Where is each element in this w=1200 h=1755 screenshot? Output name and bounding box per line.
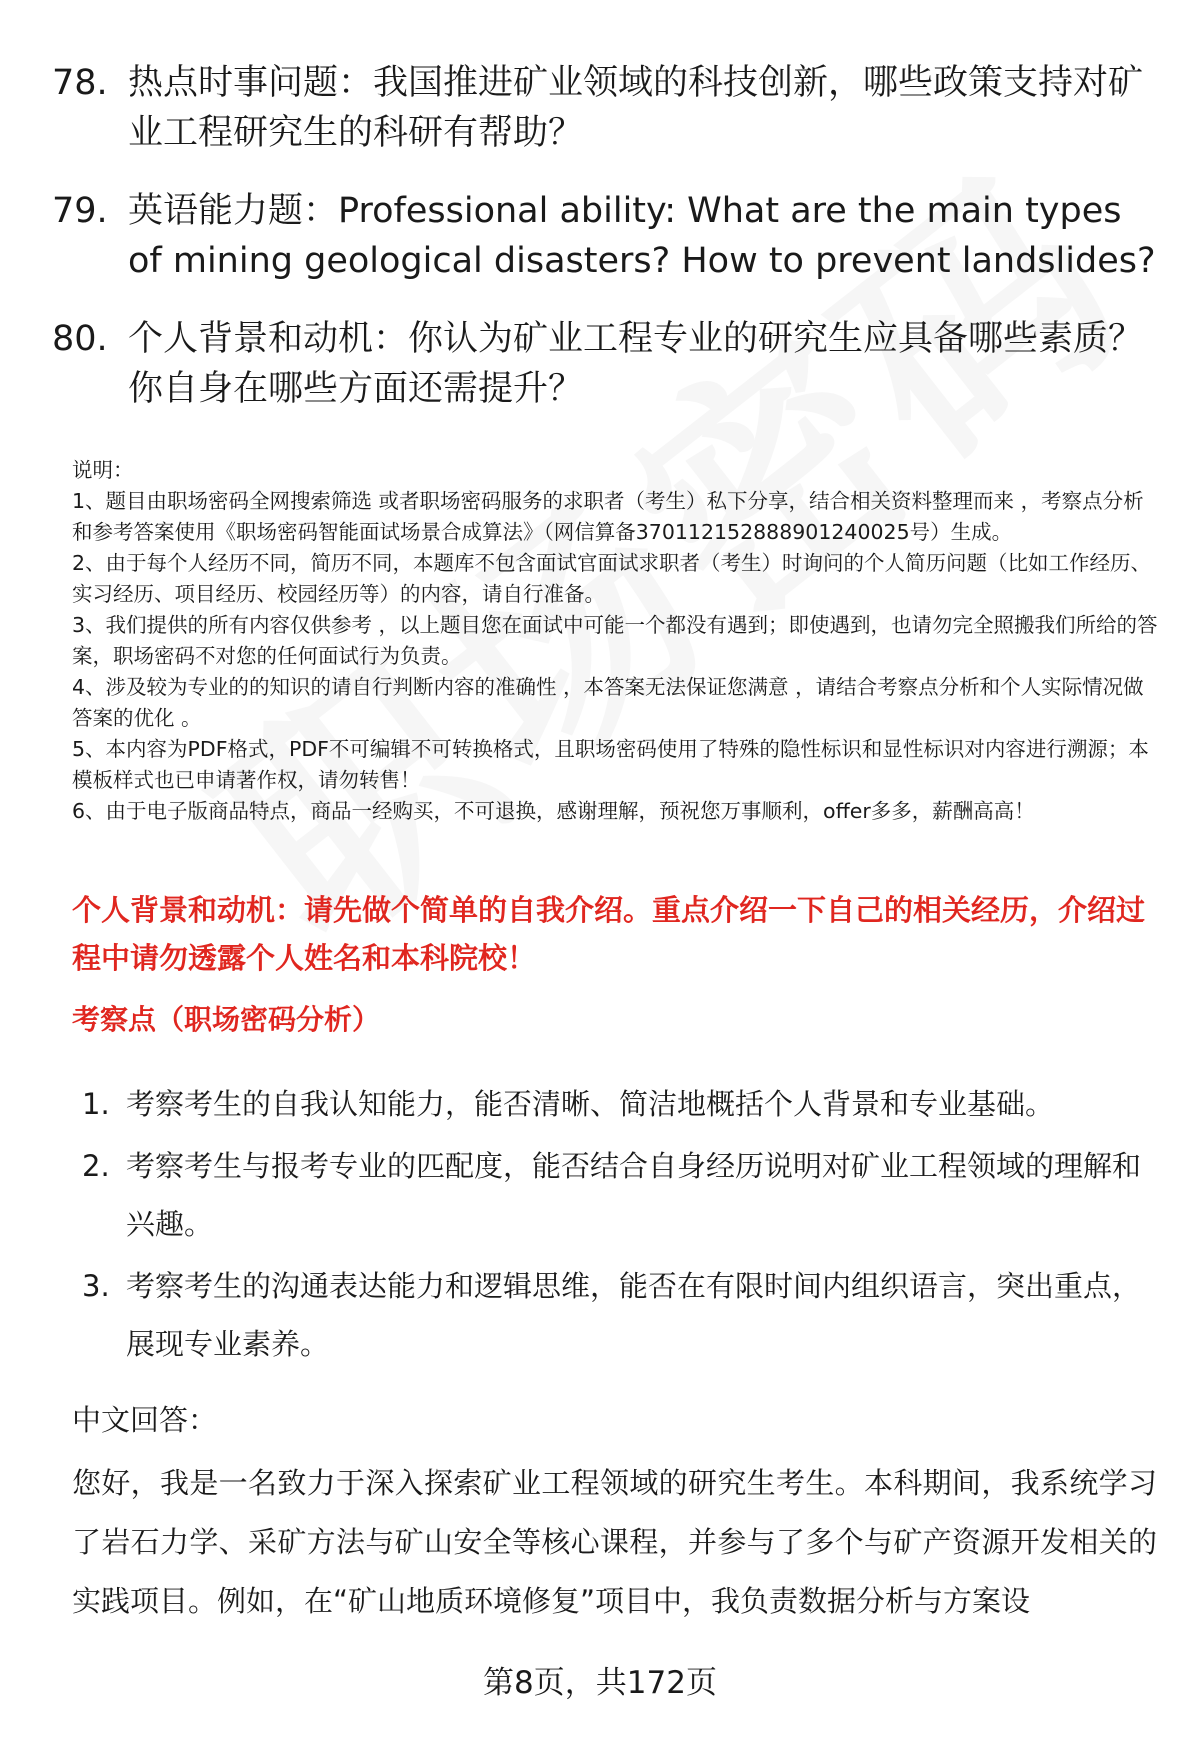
question-item [52,58,1162,158]
point-number: 3. [82,1269,110,1303]
note-item: 4、涉及较为专业的的知识的请自行判断内容的准确性 ，本答案无法保证您满意 ，请结合考察点分析和个人实际情况做答案的优化 。 [72,675,1144,730]
question-text: 英语能力题：Professional ability: What are the main types of mining geological disasters? How to prevent landslides? [128,191,1156,281]
question-text: 个人背景和动机：你认为矿业工程专业的研究生应具备哪些素质？你自身在哪些方面还需提升？ [128,319,1144,409]
notes-section [72,455,1162,827]
note-item: 6、由于电子版商品特点，商品一经购买，不可退换，感谢理解，预祝您万事顺利，offer多多，薪酬高高！ [72,799,1035,823]
current-question: 个人背景和动机：请先做个简单的自我介绍。重点介绍一下自己的相关经历，介绍过程中请勿透露个人姓名和本科院校！ [72,893,1146,975]
question-number: 80. [52,319,108,359]
question-number: 79. [52,191,108,231]
point-text: 考察考生与报考专业的匹配度，能否结合自身经历说明对矿业工程领域的理解和兴趣。 [126,1149,1142,1241]
question-text: 热点时事问题：我国推进矿业领域的科技创新，哪些政策支持对矿业工程研究生的科研有帮助？ [128,63,1144,153]
page-footer: 第8页，共172页 [483,1665,717,1701]
analysis-point [82,1137,1157,1253]
note-item: 3、我们提供的所有内容仅供参考 ，以上题目您在面试中可能一个都没有遇到；即使遇到，也请勿完全照搬我们所给的答案，职场密码不对您的任何面试行为负责。 [72,613,1158,668]
note-item: 1、题目由职场密码全网搜索筛选 或者职场密码服务的求职者（考生）私下分享，结合相关资料整理而来 ，考察点分析和参考答案使用《职场密码智能面试场景合成算法》（网信算备370112152888901240025号）生成。 [72,489,1144,544]
analysis-points [82,1075,1157,1377]
analysis-point [82,1075,1157,1133]
notes-heading: 说明： [72,458,134,482]
note-item: 5、本内容为PDF格式，PDF不可编辑不可转换格式，且职场密码使用了特殊的隐性标识和显性标识对内容进行溯源；本模板样式也已申请著作权，请勿转售！ [72,737,1149,792]
point-number: 1. [82,1087,110,1121]
point-text: 考察考生的沟通表达能力和逻辑思维，能否在有限时间内组织语言，突出重点，展现专业素养。 [126,1269,1142,1361]
answer-label: 中文回答： [72,1403,218,1437]
question-number: 78. [52,63,108,103]
analysis-title: 考察点（职场密码分析） [72,1003,381,1036]
answer-body: 您好，我是一名致力于深入探索矿业工程领域的研究生考生。本科期间，我系统学习了岩石力学、采矿方法与矿山安全等核心课程，并参与了多个与矿产资源开发相关的实践项目。例如，在“矿山地质环境修复”项目中，我负责数据分析与方案设 [72,1466,1157,1618]
point-number: 2. [82,1149,110,1183]
question-item [52,314,1162,414]
note-item: 2、由于每个人经历不同，简历不同，本题库不包含面试官面试求职者（考生）时询问的个人简历问题（比如工作经历、实习经历、项目经历、校园经历等）的内容，请自行准备。 [72,551,1152,606]
question-item [52,186,1162,286]
point-text: 考察考生的自我认知能力，能否清晰、简洁地概括个人背景和专业基础。 [126,1087,1055,1121]
question-list [52,58,1162,442]
analysis-point [82,1257,1157,1373]
